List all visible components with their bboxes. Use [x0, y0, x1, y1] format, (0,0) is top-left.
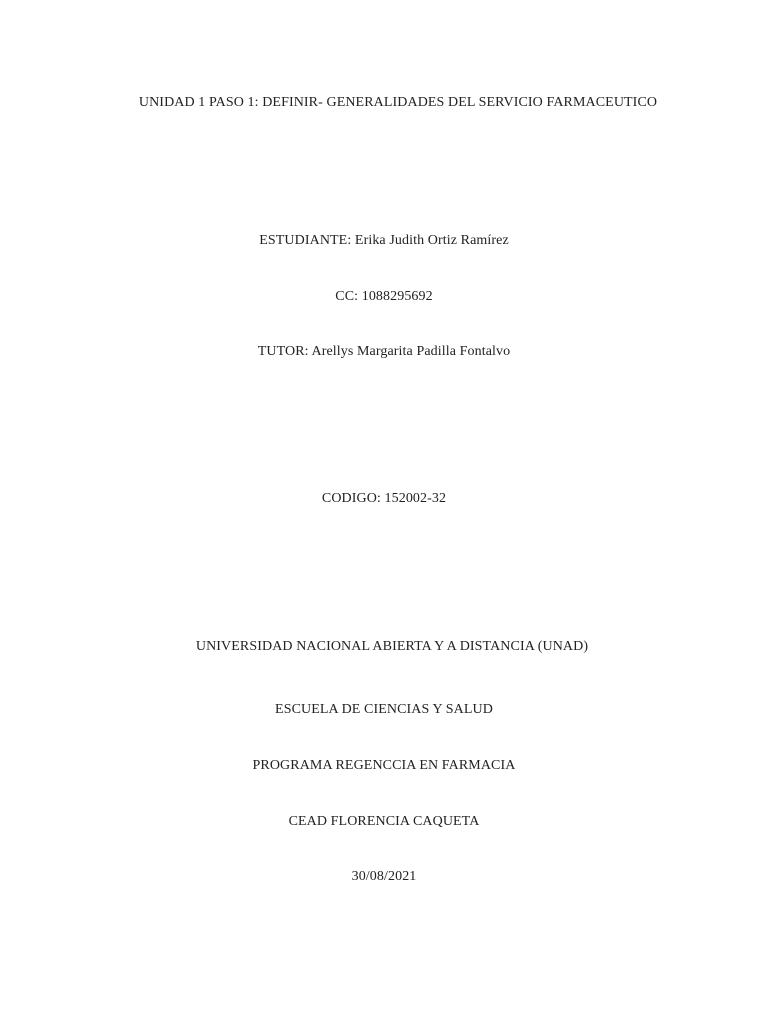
- tutor-name: TUTOR: Arellys Margarita Padilla Fontalvo: [257, 344, 511, 359]
- program-name: PROGRAMA REGENCCIA EN FARMACIA: [252, 758, 516, 773]
- cead-location: CEAD FLORENCIA CAQUETA: [288, 814, 480, 829]
- document-title: UNIDAD 1 PASO 1: DEFINIR- GENERALIDADES DEL SERVICIO FARMACEUTICO: [138, 95, 658, 110]
- document-date: 30/08/2021: [351, 869, 417, 884]
- student-id: CC: 1088295692: [335, 289, 433, 304]
- student-name: ESTUDIANTE: Erika Judith Ortiz Ramírez: [259, 233, 509, 248]
- school-name: ESCUELA DE CIENCIAS Y SALUD: [275, 702, 493, 717]
- university-name: UNIVERSIDAD NACIONAL ABIERTA Y A DISTANCIA (UNAD): [195, 639, 589, 654]
- course-code: CODIGO: 152002-32: [321, 491, 447, 506]
